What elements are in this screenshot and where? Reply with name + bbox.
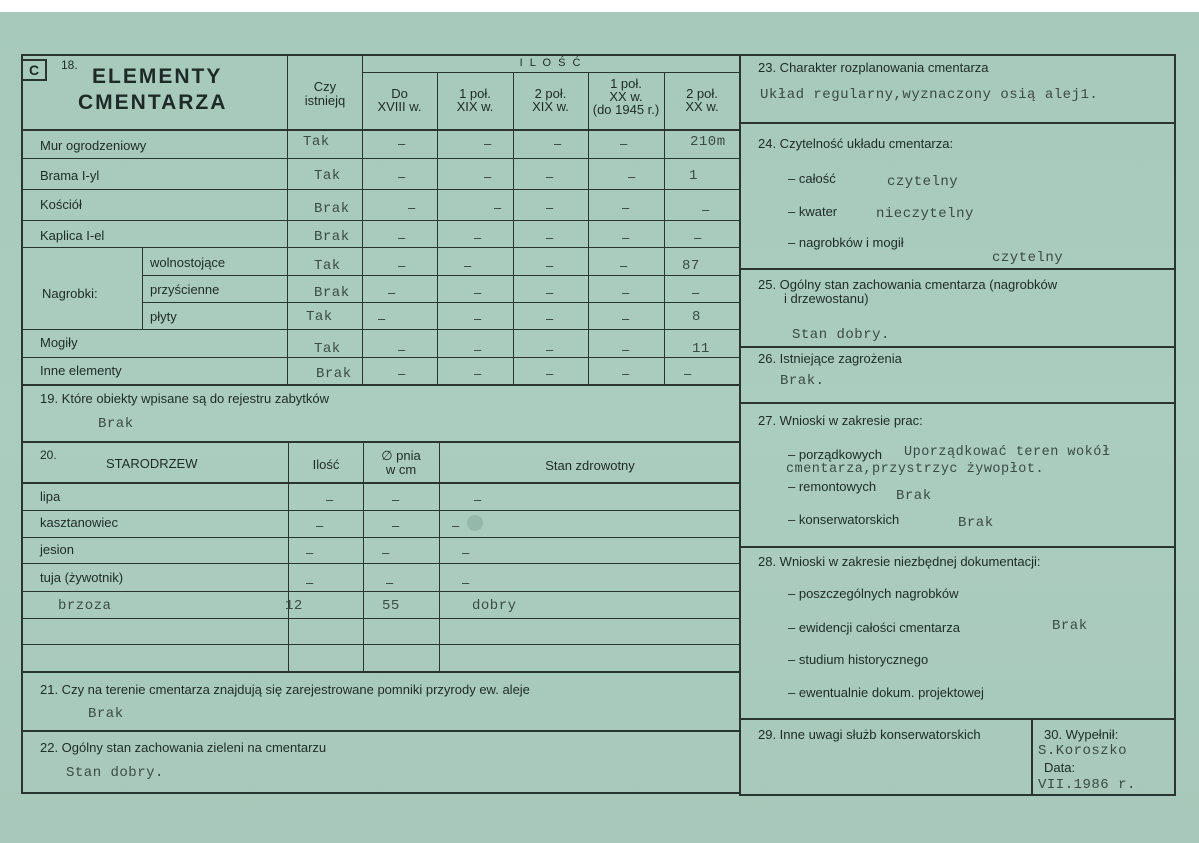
row-c5: – — [702, 202, 710, 217]
row-c2: – — [474, 285, 482, 300]
s20-row-line — [21, 510, 740, 511]
row-c3: – — [546, 366, 554, 381]
row-c2: – — [494, 200, 502, 215]
s23-value: Układ regularny,wyznaczony osią alej1. — [760, 87, 1099, 103]
s24-nagrobkow-label: – nagrobków i mogił — [788, 235, 904, 250]
row-c3: – — [554, 136, 562, 151]
s20-bottom-line — [21, 671, 740, 673]
row-c3: – — [546, 258, 554, 273]
s20-col-ilosc: Ilość — [312, 457, 340, 472]
tree-ilosc: – — [316, 518, 324, 533]
row-c4: – — [622, 230, 630, 245]
tree-ilosc: 12 — [285, 598, 303, 614]
s20-row-line — [21, 537, 740, 538]
row-c5: – — [694, 230, 702, 245]
tree-pien: – — [382, 545, 390, 560]
scan-border — [0, 0, 1199, 12]
s28-bottom-line — [740, 718, 1176, 720]
row-line — [142, 275, 740, 276]
row-c5: 1 — [689, 168, 698, 184]
row-label: Inne elementy — [40, 363, 122, 378]
grid-v-c3 — [513, 72, 514, 384]
row-c1: – — [398, 342, 406, 357]
row-c1: – — [398, 169, 406, 184]
row-line — [21, 329, 740, 330]
row-c5: – — [692, 285, 700, 300]
tree-name: kasztanowiec — [40, 515, 119, 530]
tree-pien: – — [386, 575, 394, 590]
row-c3: – — [546, 285, 554, 300]
row-c2: – — [474, 342, 482, 357]
row-exists: Tak — [306, 309, 333, 325]
row-exists: Tak — [314, 168, 341, 184]
row-label: przyścienne — [150, 282, 220, 297]
row-c2: – — [474, 366, 482, 381]
row-c4: – — [622, 342, 630, 357]
col-1xix: 1 poł. XIX w. — [456, 86, 494, 114]
s26-label: 26. Istniejące zagrożenia — [758, 351, 902, 366]
row-exists: Brak — [314, 229, 350, 245]
s18-title-line2: CMENTARZA — [78, 91, 228, 114]
row-label: Kaplica I-el — [40, 228, 105, 243]
row-c1: – — [398, 230, 406, 245]
tree-name: brzoza — [58, 598, 112, 614]
nagrobki-divider — [142, 247, 143, 329]
tree-stan: – — [474, 492, 482, 507]
s19-label: 19. Które obiekty wpisane są do rejestru zabytków — [40, 391, 330, 406]
s27-porzadkowych-value1: Uporządkować teren wokół — [904, 445, 1111, 460]
s20-row-line — [21, 618, 740, 619]
row-label: wolnostojące — [150, 255, 226, 270]
col-2xx: 2 poł. XX w. — [685, 86, 719, 114]
s28-label: 28. Wnioski w zakresie niezbędnej dokumentacji: — [758, 554, 1041, 569]
row-c4: – — [620, 258, 628, 273]
s24-calosc-value: czytelny — [887, 174, 959, 190]
s25-label2: i drzewostanu) — [784, 291, 869, 306]
s25-label: 25. Ogólny stan zachowania cmentarza (nagrobków — [758, 277, 1058, 292]
s23-bottom-line — [740, 122, 1176, 124]
row-exists: Brak — [314, 285, 350, 301]
grid-v-c4 — [588, 72, 589, 384]
row-c4: – — [622, 366, 630, 381]
s20-title: STARODRZEW — [106, 456, 198, 471]
row-label: Kościół — [40, 197, 82, 212]
s22-label: 22. Ogólny stan zachowania zieleni na cmentarzu — [40, 740, 327, 755]
row-c3: – — [546, 169, 554, 184]
s20-row-line — [21, 644, 740, 645]
s28-item4: – ewentualnie dokum. projektowej — [788, 685, 984, 700]
s26-value: Brak. — [780, 373, 825, 389]
s19-bottom-line — [21, 441, 740, 443]
tree-name: jesion — [40, 542, 74, 557]
s28-item2: – ewidencji całości cmentarza — [788, 620, 960, 635]
s19-value: Brak — [98, 416, 134, 432]
s30-date-label: Data: — [1044, 760, 1076, 775]
row-line — [21, 158, 740, 159]
frame-bottom-right — [739, 794, 1176, 796]
s27-porzadkowych-value2: cmentarza,przystrzyc żywopłot. — [786, 462, 1045, 477]
col-exists: Czy istniejq — [304, 79, 346, 108]
tree-stan: dobry — [472, 598, 517, 614]
s24-bottom-line — [740, 268, 1176, 270]
row-c4: – — [622, 285, 630, 300]
s20-v3 — [439, 442, 440, 671]
s20-v2 — [363, 442, 364, 671]
grid-v-c2 — [437, 72, 438, 384]
row-c3: – — [546, 311, 554, 326]
s27-label: 27. Wnioski w zakresie prac: — [758, 413, 923, 428]
s24-calosc-label: – całość — [788, 171, 836, 186]
s23-label: 23. Charakter rozplanowania cmentarza — [758, 60, 989, 75]
row-line — [21, 189, 740, 190]
s27-remontowych-label: – remontowych — [788, 479, 877, 494]
row-exists: Tak — [303, 134, 330, 150]
s20-row-line — [21, 563, 740, 564]
s18-title-line1: ELEMENTY — [92, 65, 223, 88]
tree-pien: – — [392, 492, 400, 507]
s18-bottom-line — [21, 384, 740, 386]
s26-bottom-line — [740, 402, 1176, 404]
row-c4: – — [622, 311, 630, 326]
frame-right — [1174, 54, 1176, 796]
tree-pien: – — [392, 518, 400, 533]
ink-spot — [467, 515, 483, 531]
col-1xx: 1 poł. XX w. (do 1945 r.) — [592, 76, 660, 117]
s24-nagrobkow-value: czytelny — [992, 250, 1064, 266]
s28-item1: – poszczególnych nagrobków — [788, 586, 959, 601]
s20-row-line — [21, 591, 740, 592]
row-label: Brama I-yl — [40, 168, 100, 183]
tree-ilosc: – — [306, 545, 314, 560]
row-c1: – — [408, 200, 416, 215]
tree-ilosc: – — [326, 492, 334, 507]
ilosc-underline — [362, 72, 740, 73]
s18-number: 18. — [61, 58, 78, 72]
frame-bottom-left — [21, 792, 741, 794]
row-c1: – — [398, 366, 406, 381]
row-c4: – — [622, 200, 630, 215]
s30-label: 30. Wypełnił: — [1044, 727, 1119, 742]
s20-col-stan: Stan zdrowotny — [545, 458, 635, 473]
row-c5: – — [684, 366, 692, 381]
row-c4: – — [620, 136, 628, 151]
s21-label: 21. Czy na terenie cmentarza znajdują się zarejestrowane pomniki przyrody ew. aleje — [40, 682, 530, 697]
row-c5: 11 — [692, 341, 710, 357]
s27-porzadkowych-label: – porządkowych — [788, 447, 882, 462]
s30-name: S.Koroszko — [1038, 743, 1128, 759]
s20-number: 20. — [40, 448, 57, 462]
card-letter: C — [21, 59, 47, 81]
s20-header-line — [21, 482, 740, 484]
s29-label: 29. Inne uwagi służb konserwatorskich — [758, 727, 981, 742]
col-ilosc: I L O Ś Ć — [519, 57, 583, 69]
s21-value: Brak — [88, 706, 124, 722]
row-c3: – — [546, 230, 554, 245]
s20-col-pnia: ∅ pnia w cm — [381, 448, 421, 477]
row-c3: – — [546, 200, 554, 215]
frame-left — [21, 54, 23, 794]
s20-v1 — [288, 442, 289, 671]
row-label: Mogiły — [40, 335, 78, 350]
row-line — [21, 357, 740, 358]
nagrobki-label: Nagrobki: — [42, 286, 98, 301]
row-c2: – — [484, 136, 492, 151]
s29-s30-divider — [1031, 718, 1033, 796]
row-c1: – — [398, 258, 406, 273]
row-c2: – — [464, 258, 472, 273]
s24-kwater-value: nieczytelny — [876, 206, 974, 222]
row-label: Mur ogrodzeniowy — [40, 138, 147, 153]
s30-date-value: VII.1986 r. — [1038, 777, 1136, 793]
row-c1: – — [388, 285, 396, 300]
tree-ilosc: – — [306, 575, 314, 590]
row-c1: – — [398, 136, 406, 151]
row-exists: Brak — [316, 366, 352, 382]
s28-item2-value: Brak — [1052, 618, 1088, 634]
tree-stan: – — [462, 545, 470, 560]
col-xviii: Do XVIII w. — [377, 86, 422, 114]
row-exists: Tak — [314, 341, 341, 357]
row-c3: – — [546, 342, 554, 357]
tree-stan: – — [452, 518, 460, 533]
tree-name: lipa — [40, 489, 61, 504]
row-line — [142, 302, 740, 303]
frame-top — [21, 54, 1176, 56]
s27-konserwatorskich-label: – konserwatorskich — [788, 512, 900, 527]
s28-item3: – studium historycznego — [788, 652, 929, 667]
frame-middle — [739, 54, 741, 794]
s24-label: 24. Czytelność układu cmentarza: — [758, 136, 954, 151]
row-c5: 210m — [690, 134, 726, 150]
row-exists: Tak — [314, 258, 341, 274]
row-line — [21, 247, 740, 248]
grid-v-c5 — [664, 72, 665, 384]
row-c5: 87 — [682, 258, 700, 274]
s24-kwater-label: – kwater — [788, 204, 838, 219]
row-c4: – — [628, 169, 636, 184]
s18-header-line — [21, 129, 740, 131]
row-c5: 8 — [692, 309, 701, 325]
s27-remontowych-value: Brak — [896, 488, 932, 504]
s22-value: Stan dobry. — [66, 765, 164, 781]
col-2xix: 2 poł. XIX w. — [532, 86, 569, 114]
s25-value: Stan dobry. — [792, 327, 890, 343]
row-c1: – — [378, 311, 386, 326]
row-c2: – — [474, 311, 482, 326]
s27-konserwatorskich-value: Brak — [958, 515, 994, 531]
row-label: płyty — [150, 309, 177, 324]
row-c2: – — [484, 169, 492, 184]
s25-bottom-line — [740, 346, 1176, 348]
row-c2: – — [474, 230, 482, 245]
s27-bottom-line — [740, 546, 1176, 548]
tree-name: tuja (żywotnik) — [40, 570, 124, 585]
tree-stan: – — [462, 575, 470, 590]
row-exists: Brak — [314, 201, 350, 217]
tree-pien: 55 — [382, 598, 400, 614]
row-line — [21, 220, 740, 221]
s21-bottom-line — [21, 730, 740, 732]
